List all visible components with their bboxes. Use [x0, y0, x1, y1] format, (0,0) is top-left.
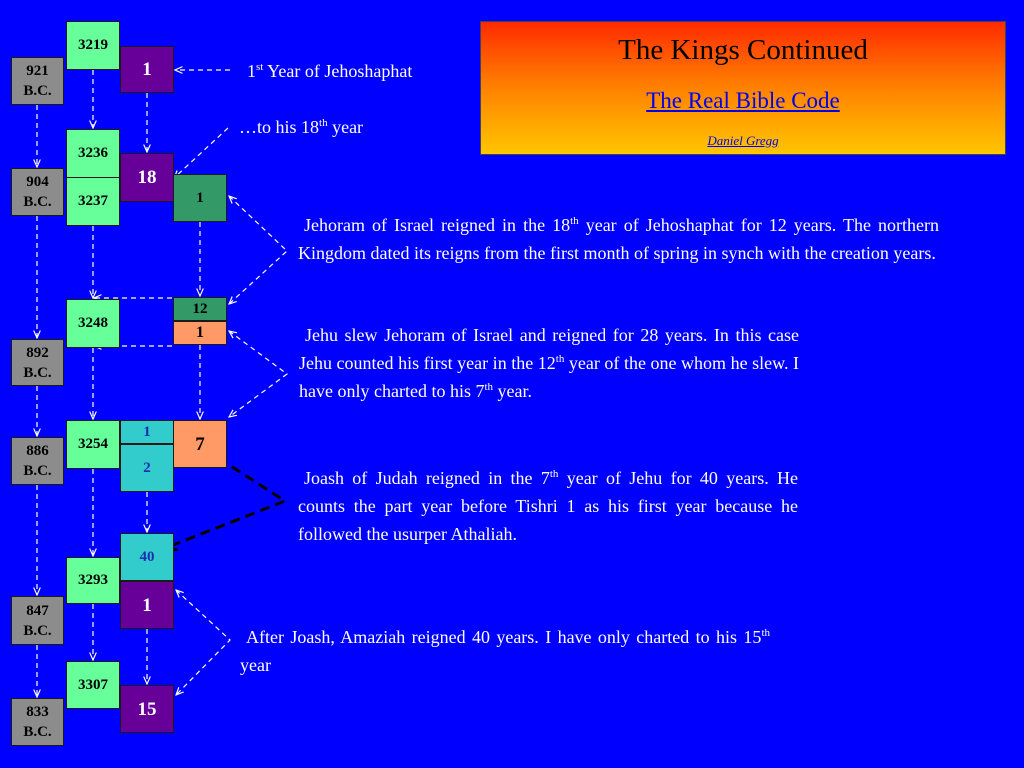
note-amaziah: After Joash, Amaziah reigned 40 years. I have only charted to his 15th year — [240, 627, 770, 675]
note-joash: Joash of Judah reigned in the 7th year of Jehu for 40 years. He counts the part year before Tishri 1 as his first year because he followed the usurper Athaliah. — [298, 468, 798, 544]
bc-date-886 — [11, 437, 64, 485]
title-panel — [480, 21, 1006, 155]
subtitle-link[interactable]: The Real Bible Code — [646, 88, 840, 113]
bc-date-num: 886 — [26, 443, 49, 459]
note-jehu: Jehu slew Jehoram of Israel and reigned for 28 years. In this case Jehu counted his first year in the 12th year of the one whom he slew. I have only charted to his 7th year. — [299, 325, 799, 401]
creation-year-3293: 3293 — [66, 557, 120, 604]
creation-year-3236: 3236 — [66, 129, 120, 178]
creation-year-3219: 3219 — [66, 21, 120, 70]
bc-date-suffix: B.C. — [23, 364, 52, 381]
joash-year-1: 1 — [120, 420, 174, 444]
jehoram-year-1: 1 — [173, 174, 227, 222]
note-first-year: 1st Year of Jehoshaphat — [247, 61, 413, 81]
jehoshaphat-year-1: 1 — [120, 46, 174, 93]
jehu-year-1: 1 — [173, 321, 227, 345]
bc-date-suffix: B.C. — [23, 724, 52, 740]
bc-date-904 — [11, 168, 64, 216]
creation-year-3248: 3248 — [66, 299, 120, 348]
jehoram-year-12: 12 — [173, 297, 227, 321]
bc-date-suffix: B.C. — [23, 463, 52, 479]
bc-date-num: 892 — [26, 344, 49, 361]
amaziah-year-15: 15 — [120, 685, 174, 733]
bc-date-suffix: B.C. — [23, 194, 52, 210]
bc-date-suffix: B.C. — [23, 622, 52, 639]
jehoshaphat-year-18: 18 — [120, 153, 174, 202]
joash-year-2: 2 — [120, 444, 174, 492]
bc-date-833 — [11, 698, 64, 746]
bc-date-suffix: B.C. — [23, 83, 52, 99]
creation-year-3307: 3307 — [66, 661, 120, 709]
bc-date-num: 833 — [26, 704, 49, 720]
bc-date-num: 904 — [26, 174, 49, 190]
bc-date-num: 847 — [26, 602, 49, 619]
slide-title: The Kings Continued — [618, 34, 868, 66]
bc-date-num: 921 — [26, 63, 49, 79]
joash-year-40: 40 — [120, 533, 174, 581]
author-link[interactable]: Daniel Gregg — [707, 133, 779, 148]
jehu-year-7: 7 — [173, 420, 227, 468]
bc-date-921 — [11, 57, 64, 105]
creation-year-3237: 3237 — [66, 177, 120, 226]
creation-year-3254: 3254 — [66, 420, 120, 469]
bc-date-892 — [11, 339, 64, 386]
bc-date-847 — [11, 596, 64, 645]
note-to-18th-year: …to his 18th year — [239, 117, 364, 137]
note-jehoram: Jehoram of Israel reigned in the 18th year of Jehoshaphat for 12 years. The northern Kingdom dated its reigns from the first month of spring in synch with the creation years. — [298, 215, 939, 263]
amaziah-year-1: 1 — [120, 581, 174, 629]
